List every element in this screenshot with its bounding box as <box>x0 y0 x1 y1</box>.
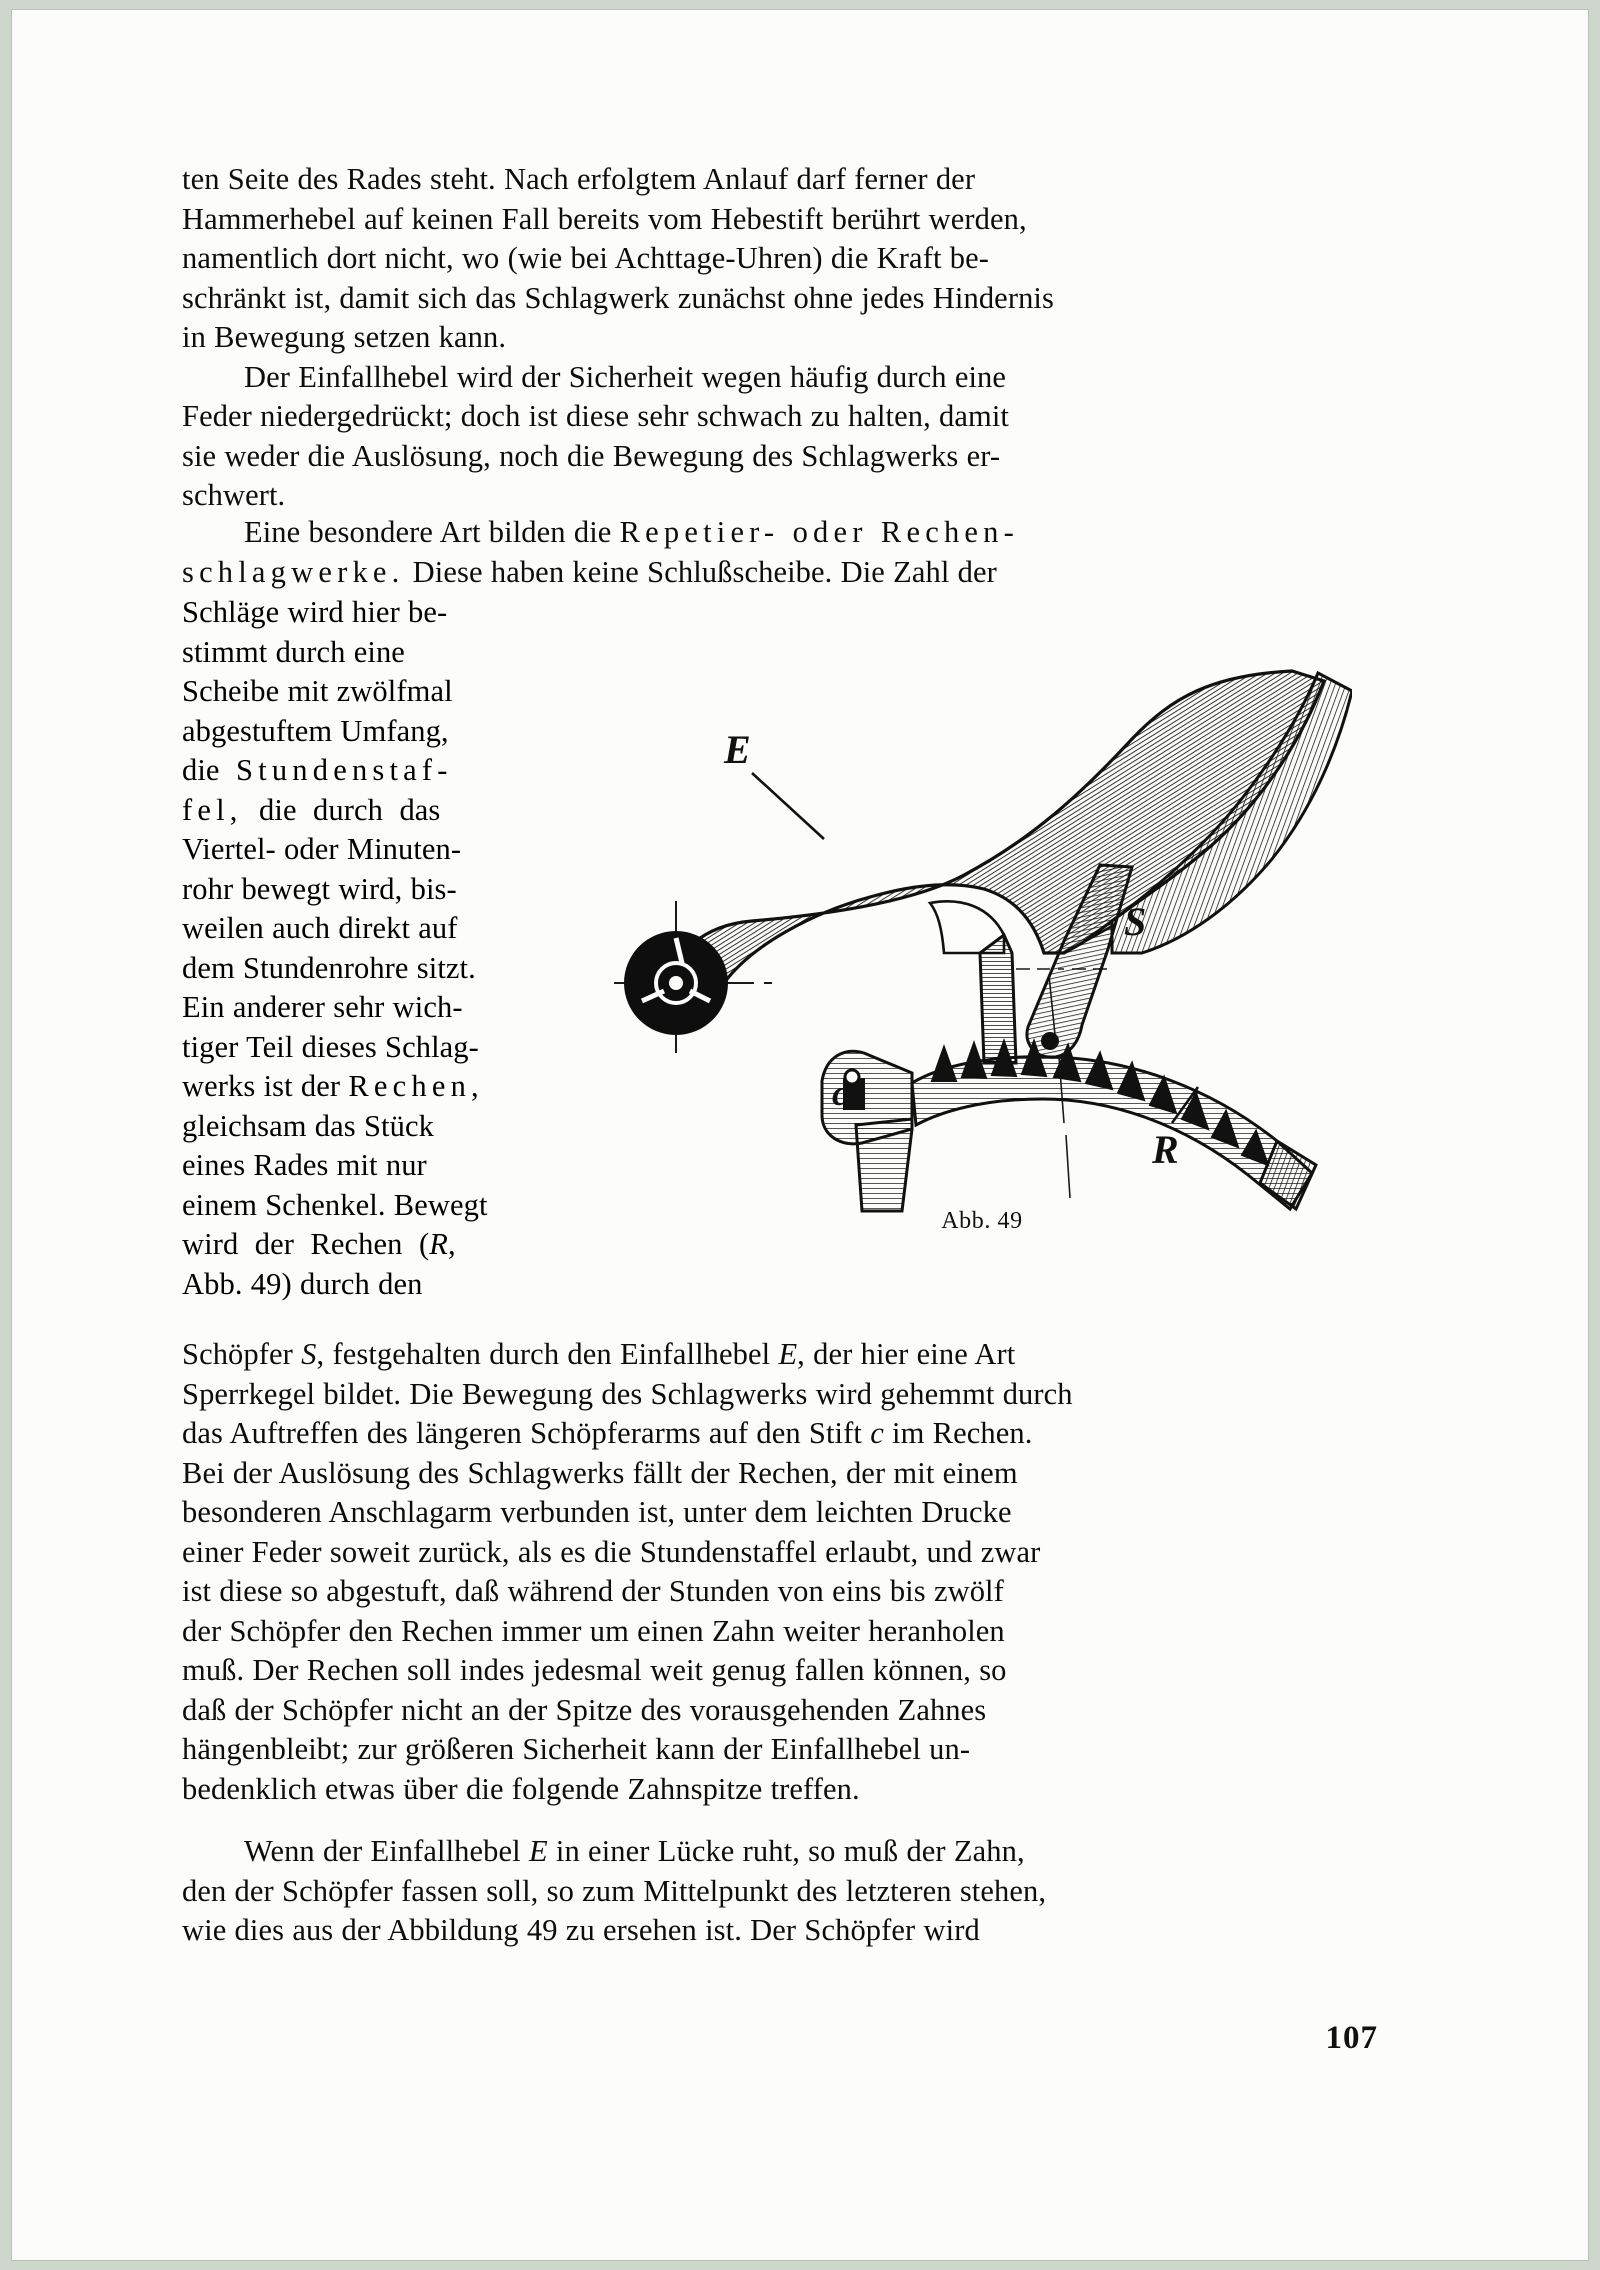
figure-abb-49 <box>612 653 1352 1273</box>
paragraph-5: Wenn der Einfallhebel E in einer Lücke ruht, so muß der Zahn, den der Schöpfer fassen soll, so zum Mittelpunkt des letzteren stehen, wie dies aus der Abbildung 49 zu ersehen ist. Der Schöpfer wird <box>182 1834 1047 1947</box>
line: hängenbleibt; zur größeren Sicherheit kann der Einfallhebel un- <box>182 1732 971 1766</box>
line: Abb. 49) durch den <box>182 1266 423 1301</box>
line: der Schöpfer den Rechen immer um einen Zahn weiter heranholen <box>182 1613 1005 1648</box>
line: ist diese so abgestuft, daß während der Stunden von eins bis zwölf <box>182 1574 1004 1608</box>
line: stimmt durch eine <box>182 634 405 669</box>
line: Bei der Auslösung des Schlagwerks fällt der Rechen, der mit einem <box>182 1455 1018 1490</box>
inline-italic-S: S <box>301 1337 317 1371</box>
figure-label-E: E <box>724 727 751 772</box>
line: Der Einfallhebel wird der Sicherheit wegen häufig durch eine <box>244 359 1007 394</box>
line: Feder niedergedrückt; doch ist diese sehr schwach zu halten, damit <box>182 399 1009 433</box>
paragraph-4: Schöpfer S, festgehalten durch den Einfallhebel E, der hier eine Art Sperrkegel bildet. Die Bewegung des Schlagwerks wird gehemmt durch das Auftreffen des längeren Schöpferarms auf den Stift c im Rechen. Bei der Auslösung des Schlagwerks fällt der Rechen, der mit einem besonderen Anschlagarm verbunden ist, unter dem leichten Drucke einer Feder soweit zurück, als es die Stundenstaffel erlaubt, und zwar ist diese so abgestuft, daß während der Stunden von eins bis zwölf der Schöpfer den Rechen immer um einen Zahn weiter heranholen muß. Der Rechen soll indes jedesmal weit genug fallen können, so daß der Schöpfer nicht an der Spitze des vorausgehenden Zahnes hängenbleibt; zur größeren Sicherheit kann der Einfallhebel un- bedenklich etwas über die folgende Zahnspitze treffen. <box>182 1337 1073 1806</box>
line: schwert. <box>182 478 286 512</box>
inline-italic-E2: E <box>528 1834 548 1868</box>
term-repetier-rechen: Repetier- oder Rechen- <box>619 515 1019 549</box>
inline-italic-E: E <box>778 1337 798 1371</box>
line: sie weder die Auslösung, noch die Bewegung des Schlagwerks er- <box>182 438 1001 473</box>
line: fel, die durch das <box>182 792 441 827</box>
term-rechen: Rechen, <box>348 1069 484 1103</box>
line: weilen auch direkt auf <box>182 911 458 945</box>
narrow-text-column <box>182 593 584 1304</box>
top-text-block <box>182 160 1352 516</box>
line: Viertel- oder Minuten- <box>182 832 462 866</box>
paragraph-3 <box>182 513 1352 592</box>
rechenschlagwerk-illustration <box>612 653 1352 1213</box>
line: eines Rades mit nur <box>182 1148 427 1182</box>
line: werks ist der Rechen, <box>182 1069 484 1103</box>
page-sheet <box>12 10 1588 2260</box>
line: ten Seite des Rades steht. Nach erfolgtem Anlauf darf ferner der <box>182 162 976 196</box>
line: Schläge wird hier be- <box>182 595 448 629</box>
line: einem Schenkel. Bewegt <box>182 1187 488 1222</box>
line: wie dies aus der Abbildung 49 zu ersehen ist. Der Schöpfer wird <box>182 1913 980 1947</box>
line: rohr bewegt wird, bis- <box>182 871 457 906</box>
line: Sperrkegel bildet. Die Bewegung des Schlagwerks wird gehemmt durch <box>182 1376 1073 1411</box>
paragraph-1 <box>182 160 1352 358</box>
line: besonderen Anschlagarm verbunden ist, unter dem leichten Drucke <box>182 1495 1012 1529</box>
line: gleichsam das Stück <box>182 1108 434 1143</box>
page-content <box>12 10 1588 2260</box>
pivot-hub <box>624 931 728 1035</box>
line: Ein anderer sehr wich- <box>182 990 463 1024</box>
figure-label-c: c <box>832 1073 848 1113</box>
line: daß der Schöpfer nicht an der Spitze des vorausgehenden Zahnes <box>182 1692 987 1727</box>
spaced-line-suffix: Diese haben keine Schlußscheibe. Die Zahl der <box>404 554 997 589</box>
line: abgestuftem Umfang, <box>182 713 449 748</box>
page-number: 107 <box>1325 2020 1378 2056</box>
inline-italic-c: c <box>870 1416 884 1450</box>
figure-label-R: R <box>1152 1127 1179 1172</box>
line: in Bewegung setzen kann. <box>182 320 507 354</box>
figure-label-S: S <box>1124 899 1147 944</box>
line: wird der Rechen (R, <box>182 1227 456 1261</box>
line: Scheibe mit zwölfmal <box>182 674 453 708</box>
line: den der Schöpfer fassen soll, so zum Mittelpunkt des letzteren stehen, <box>182 1873 1047 1908</box>
line: tiger Teil dieses Schlag- <box>182 1029 479 1064</box>
term-schlagwerke: schlagwerke. <box>182 554 405 589</box>
line: bedenklich etwas über die folgende Zahnspitze treffen. <box>182 1771 860 1806</box>
line: namentlich dort nicht, wo (wie bei Achttage-Uhren) die Kraft be- <box>182 241 989 275</box>
line: dem Stundenrohre sitzt. <box>182 950 476 985</box>
line: Hammerhebel auf keinen Fall bereits vom Hebestift berührt werden, <box>182 201 1027 236</box>
paragraph-2 <box>182 358 1352 516</box>
final-text-block <box>182 1832 1352 1951</box>
line: die Stundenstaf- <box>182 753 453 787</box>
line: muß. Der Rechen soll indes jedesmal weit genug fallen können, so <box>182 1653 1007 1687</box>
line: einer Feder soweit zurück, als es die Stundenstaffel erlaubt, und zwar <box>182 1534 1041 1569</box>
rechen-part <box>912 1041 1316 1209</box>
term-stundenstaffel-2: fel, <box>182 792 243 827</box>
term-stundenstaffel-1: Stundenstaf- <box>236 753 453 787</box>
spaced-term-paragraph <box>182 513 1352 592</box>
bottom-text-block <box>182 1335 1352 1809</box>
spaced-line-prefix: Eine besondere Art bilden die <box>244 515 620 549</box>
line: schränkt ist, damit sich das Schlagwerk zunächst ohne jedes Hindernis <box>182 280 1054 315</box>
figure-caption: Abb. 49 <box>941 1208 1023 1234</box>
